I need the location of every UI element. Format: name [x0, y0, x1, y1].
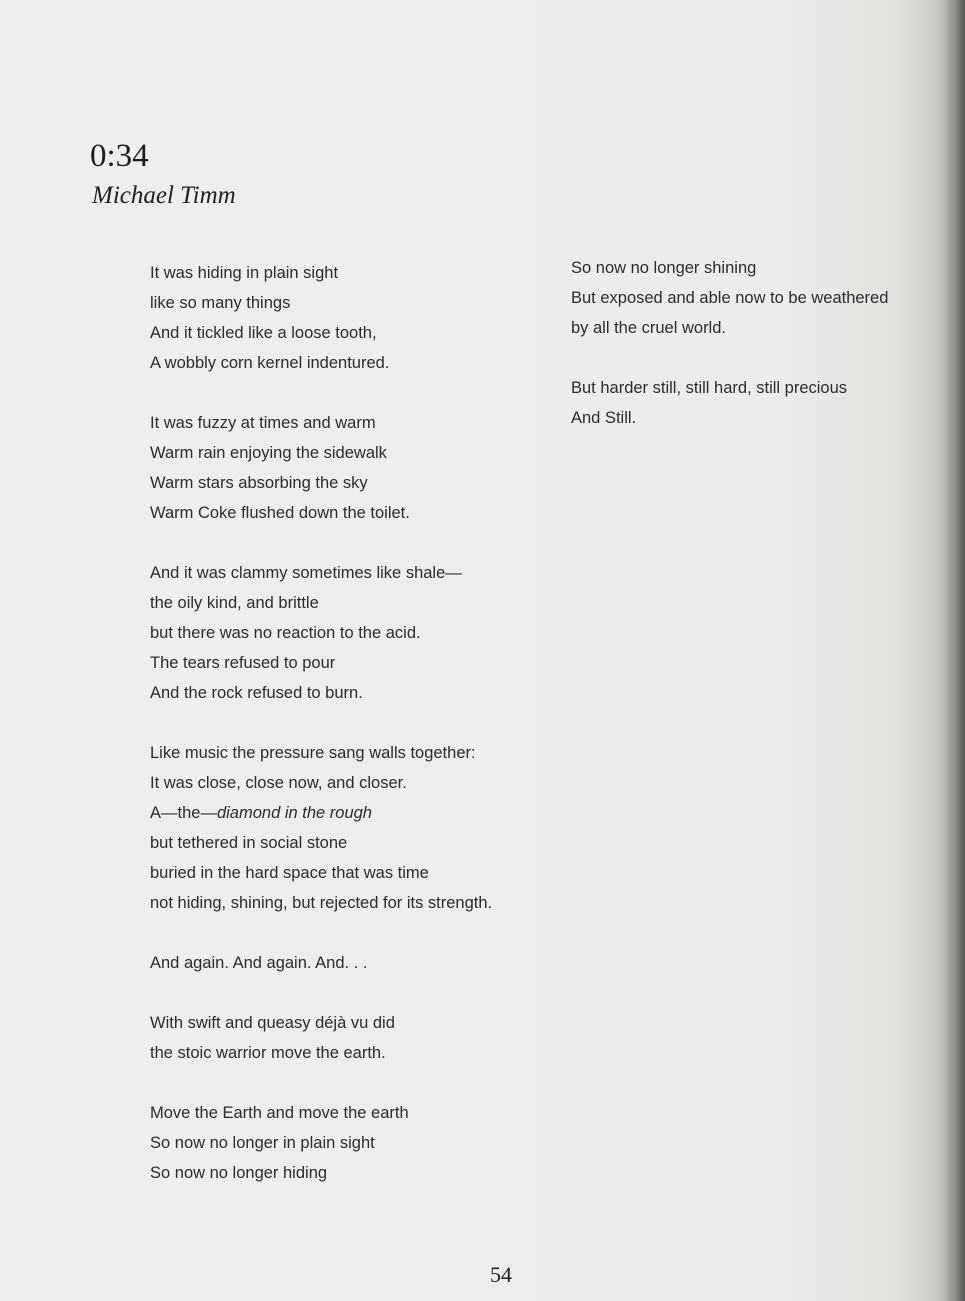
poem-right-column — [571, 253, 931, 463]
poem-line: Warm stars absorbing the sky — [150, 474, 368, 492]
poem-line: not hiding, shining, but rejected for its strength. — [150, 894, 493, 912]
poem-line: buried in the hard space that was time — [150, 864, 429, 882]
stanza — [150, 1008, 530, 1068]
poem-line: With swift and queasy déjà vu did — [150, 1014, 395, 1032]
poem-line: but there was no reaction to the acid. — [150, 624, 421, 642]
poem-line: It was close, close now, and closer. — [150, 774, 407, 792]
poem-line-diamond: A—the—diamond in the rough — [150, 804, 372, 822]
poem-title: 0:34 — [90, 138, 149, 174]
poem-line: And Still. — [571, 409, 637, 427]
poem-line: Like music the pressure sang walls together: — [150, 744, 476, 762]
stanza — [571, 253, 931, 343]
poem-line: So now no longer shining — [571, 259, 757, 277]
poem-line: by all the cruel world. — [571, 319, 726, 337]
book-spine-shadow — [943, 0, 965, 1301]
stanza — [150, 738, 530, 918]
poem-line: Warm Coke flushed down the toilet. — [150, 504, 410, 522]
poem-line: the oily kind, and brittle — [150, 594, 319, 612]
poem-line: A wobbly corn kernel indentured. — [150, 354, 390, 372]
poem-author: Michael Timm — [92, 182, 236, 209]
poem-line: It was fuzzy at times and warm — [150, 414, 376, 432]
poem-line: So now no longer in plain sight — [150, 1134, 375, 1152]
stanza — [150, 258, 530, 378]
poem-line: And the rock refused to burn. — [150, 684, 363, 702]
stanza — [571, 373, 931, 433]
poem-line: Warm rain enjoying the sidewalk — [150, 444, 387, 462]
stanza — [150, 558, 530, 708]
poem-line: So now no longer hiding — [150, 1164, 328, 1182]
poem-line: Move the Earth and move the earth — [150, 1104, 409, 1122]
poem-line: The tears refused to pour — [150, 654, 336, 672]
stanza — [150, 948, 530, 978]
poem-line: And again. And again. And. . . — [150, 954, 368, 972]
poem-line: But harder still, still hard, still precious — [571, 379, 848, 397]
poem-line: But exposed and able now to be weathered — [571, 289, 889, 307]
stanza — [150, 408, 530, 528]
poem-line: And it tickled like a loose tooth, — [150, 324, 377, 342]
poem-line: the stoic warrior move the earth. — [150, 1044, 386, 1062]
page-number: 54 — [490, 1262, 512, 1287]
poem-left-column — [150, 258, 530, 1218]
italic-phrase: diamond in the rough — [216, 804, 372, 822]
poem-line: It was hiding in plain sight — [150, 264, 339, 282]
poem-line: And it was clammy sometimes like shale— — [150, 564, 462, 582]
stanza — [150, 1098, 530, 1188]
poem-line: but tethered in social stone — [150, 834, 348, 852]
poem-line: like so many things — [150, 294, 291, 312]
